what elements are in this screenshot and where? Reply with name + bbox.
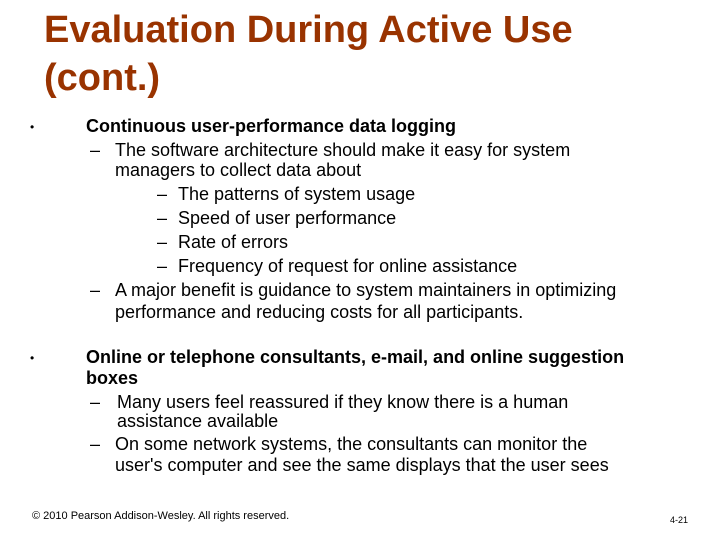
dash-icon: – [90,392,101,412]
bullet-icon: • [30,120,35,134]
dash-icon: – [157,232,168,252]
bullet-2-heading-line-2: boxes [86,368,139,388]
dash-icon: – [157,256,168,276]
copyright-notice: © 2010 Pearson Addison-Wesley. All rights reserved. [32,510,290,522]
bullet-2-sub-2-line-1: On some network systems, the consultants can monitor the [115,434,588,454]
title-line-1: Evaluation During Active Use [44,9,573,51]
bullet-1-sub-1-line-2: managers to collect data about [115,160,362,180]
dash-icon: – [157,208,168,228]
bullet-1-subsub-1: The patterns of system usage [178,184,416,204]
bullet-icon: • [30,351,35,365]
bullet-1-sub-1-line-1: The software architecture should make it easy for system [115,140,571,160]
bullet-1-sub-2-line-1: A major benefit is guidance to system maintainers in optimizing [115,280,617,300]
page-number: 4-21 [670,515,689,525]
dash-icon: – [90,434,101,454]
bullet-1-heading: Continuous user-performance data logging [86,116,457,136]
bullet-1-subsub-3: Rate of errors [178,232,289,252]
title-line-2: (cont.) [44,57,161,99]
bullet-1-subsub-4: Frequency of request for online assistance [178,256,518,276]
bullet-2-sub-2-line-2: user's computer and see the same displays that the user sees [115,455,609,475]
bullet-2-sub-1-line-1: Many users feel reassured if they know there is a human [117,392,569,412]
bullet-1-subsub-2: Speed of user performance [178,208,397,228]
bullet-2-sub-1-line-2: assistance available [117,411,279,431]
dash-icon: – [90,280,101,300]
dash-icon: – [90,140,101,160]
bullet-2-heading-line-1: Online or telephone consultants, e-mail, and online suggestion [86,347,625,367]
bullet-1-sub-2-line-2: performance and reducing costs for all participants. [115,302,524,322]
dash-icon: – [157,184,168,204]
slide-title [44,6,704,102]
